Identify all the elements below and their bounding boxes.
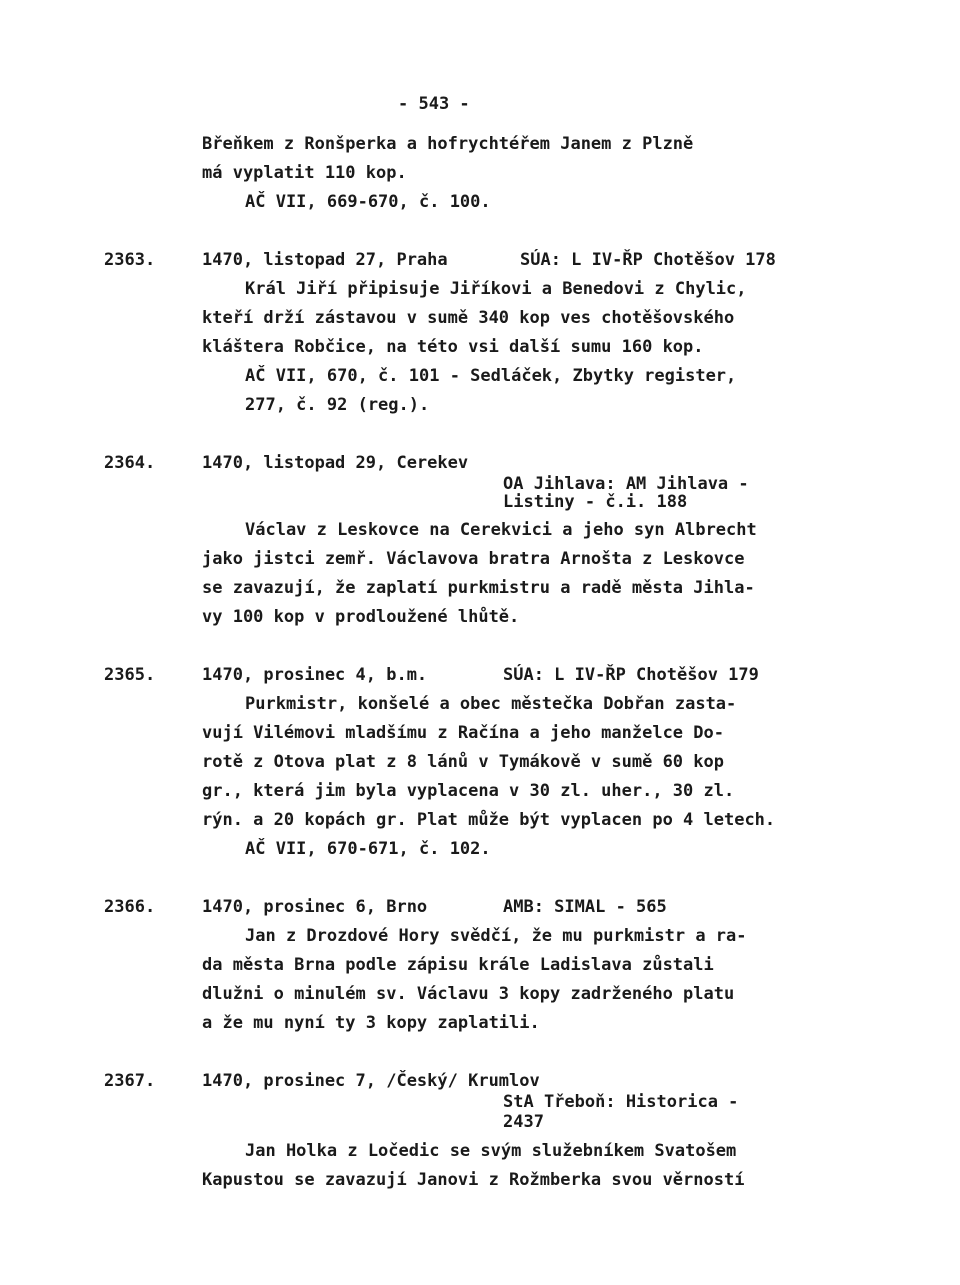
entry-body-line: kteří drží zástavou v sumě 340 kop ves chotěšovského (202, 308, 735, 328)
continuation-citation: AČ VII, 669-670, č. 100. (245, 192, 491, 212)
entry-number: 2367. (104, 1071, 156, 1091)
entry-header: 1470, prosinec 4, b.m. (202, 665, 428, 685)
continuation-line: Břeňkem z Ronšperka a hofrychtéřem Janem z Plzně (202, 134, 694, 154)
entry-body-line: Jan Holka z Ločedic se svým služebníkem Svatošem (245, 1141, 737, 1161)
entry-body-line: Jan z Drozdové Hory svědčí, že mu purkmistr a ra- (245, 926, 747, 946)
entry-body-line: da města Brna podle zápisu krále Ladislava zůstali (202, 955, 714, 975)
entry-archive: OA Jihlava: AM Jihlava - (503, 474, 749, 494)
entry-body-line: vy 100 kop v prodloužené lhůtě. (202, 607, 520, 627)
entry-number: 2363. (104, 250, 156, 270)
entry-archive: AMB: SIMAL - 565 (503, 897, 667, 917)
entry-header: 1470, prosinec 6, Brno (202, 897, 428, 917)
entry-archive: StA Třeboň: Historica - (503, 1092, 739, 1112)
entry-body-line: Kapustou se zavazují Janovi z Rožmberka svou věrností (202, 1170, 745, 1190)
entry-body-line: dlužni o minulém sv. Václavu 3 kopy zadrženého platu (202, 984, 735, 1004)
entry-number: 2366. (104, 897, 156, 917)
entry-body-line: rotě z Otova plat z 8 lánů v Tymákově v sumě 60 kop (202, 752, 724, 772)
entry-body-line: vují Vilémovi mladšímu z Račína a jeho manželce Do- (202, 723, 724, 743)
entry-body-line: Král Jiří připisuje Jiříkovi a Benedovi z Chylic, (245, 279, 747, 299)
entry-citation: AČ VII, 670, č. 101 - Sedláček, Zbytky register, (245, 366, 737, 386)
entry-header: 1470, listopad 27, Praha (202, 250, 448, 270)
entry-number: 2365. (104, 665, 156, 685)
entry-body-line: jako jistci zemř. Václavova bratra Arnošta z Leskovce (202, 549, 745, 569)
entry-citation: AČ VII, 670-671, č. 102. (245, 839, 491, 859)
continuation-line: má vyplatit 110 kop. (202, 163, 407, 183)
entry-archive: SÚA: L IV-ŘP Chotěšov 179 (503, 665, 759, 685)
entry-archive: Listiny - č.i. 188 (503, 492, 688, 512)
entry-header: 1470, listopad 29, Cerekev (202, 453, 469, 473)
entry-body-line: Purkmistr, konšelé a obec městečka Dobřan zasta- (245, 694, 737, 714)
entry-body-line: Václav z Leskovce na Cerekvici a jeho syn Albrecht (245, 520, 757, 540)
entry-citation: 277, č. 92 (reg.). (245, 395, 430, 415)
entry-body-line: kláštera Robčice, na této vsi další sumu 160 kop. (202, 337, 704, 357)
entry-header: 1470, prosinec 7, /Český/ Krumlov (202, 1071, 540, 1091)
entry-body-line: gr., která jim byla vyplacena v 30 zl. uher., 30 zl. (202, 781, 735, 801)
page-number: - 543 - (398, 94, 470, 114)
entry-number: 2364. (104, 453, 156, 473)
entry-archive: SÚA: L IV-ŘP Chotěšov 178 (520, 250, 776, 270)
entry-body-line: a že mu nyní ty 3 kopy zaplatili. (202, 1013, 540, 1033)
entry-body-line: rýn. a 20 kopách gr. Plat může být vyplacen po 4 letech. (202, 810, 776, 830)
entry-archive: 2437 (503, 1112, 544, 1132)
entry-body-line: se zavazují, že zaplatí purkmistru a radě města Jihla- (202, 578, 755, 598)
